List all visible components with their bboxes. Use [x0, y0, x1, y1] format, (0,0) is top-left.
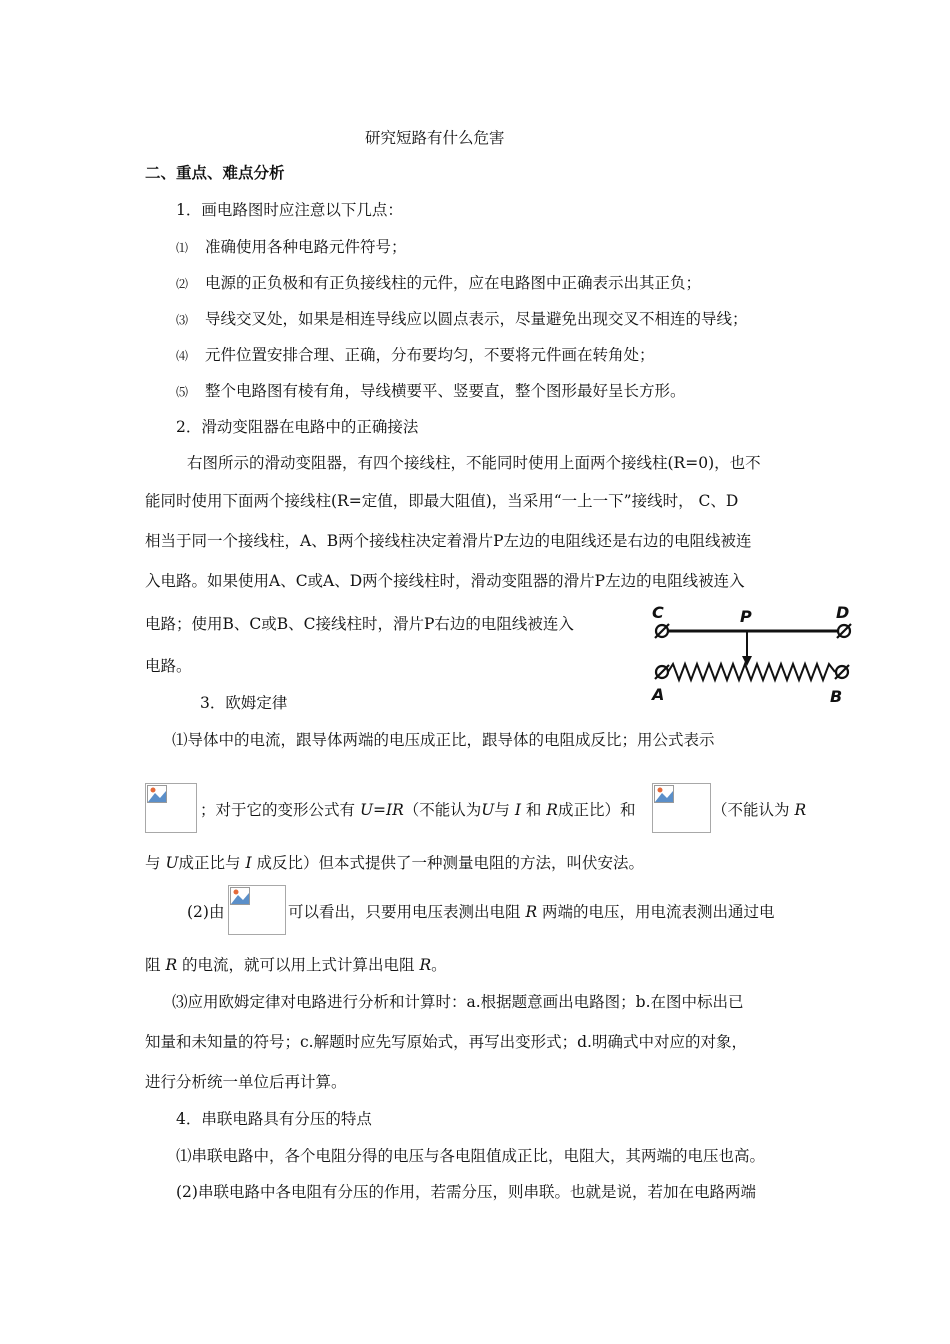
item3-p1-line2-end: [712, 800, 806, 820]
item2-line-5: 电路；使用B、C或B、C接线柱时，滑片P右边的电阻线被连入: [145, 615, 574, 633]
point-number: ⑷: [176, 349, 189, 363]
var-u: U: [165, 854, 179, 872]
terminal-d: [837, 624, 851, 638]
resistance-wire: [668, 664, 835, 680]
text-segment: 成正比与: [178, 854, 246, 872]
text-segment: （不能认为: [712, 801, 795, 819]
label-a: A: [652, 685, 665, 704]
item3-p1-line1: ⑴导体中的电流，跟导体两端的电压成正比，跟导体的电阻成反比；用公式表示: [172, 731, 715, 749]
item1-point-5: [176, 381, 685, 402]
section-heading: 二、重点、难点分析: [145, 164, 285, 182]
point-number: ⑵: [176, 277, 189, 291]
text-segment: （不能认为: [403, 801, 482, 819]
formula-image-1: [145, 783, 197, 833]
item4-line-1: ⑴串联电路中，各个电阻分得的电压与各电阻值成正比，电阻大，其两端的电压也高。: [176, 1147, 766, 1165]
formula-u-ir: U=IR: [359, 801, 404, 819]
broken-image-icon: [230, 887, 250, 905]
item3-p1-line3: [145, 853, 644, 873]
point-text: 准确使用各种电路元件符号；: [204, 238, 407, 256]
item3-p2-line1: [288, 902, 775, 922]
item1-point-2: [176, 273, 701, 294]
item3-p3-line2: 知量和未知量的符号；c.解题时应先写原始式，再写出变形式；d.明确式中对应的对象，: [145, 1033, 747, 1051]
label-c: C: [652, 603, 664, 622]
terminal-b: [835, 665, 849, 679]
terminal-a: [655, 665, 669, 679]
text-segment: 与: [494, 801, 515, 819]
point-text: 电源的正负极和有正负接线柱的元件，应在电路图中正确表示出其正负；: [204, 274, 701, 292]
item3-p3-line1: ⑶应用欧姆定律对电路进行分析和计算时：a.根据题意画出电路图；b.在图中标出已: [172, 993, 744, 1011]
var-r: R: [546, 801, 558, 819]
point-text: 导线交叉处，如果是相连导线应以圆点表示，尽量避免出现交叉不相连的导线；: [204, 310, 748, 328]
terminal-c: [655, 624, 669, 638]
text-segment: 和: [520, 801, 547, 819]
text-segment: 两端的电压，用电流表测出通过电: [537, 903, 775, 921]
text-segment: 。: [431, 956, 447, 974]
point-text: 元件位置安排合理、正确，分布要均匀，不要将元件画在转角处；: [204, 346, 655, 364]
formula-image-3: [228, 885, 286, 935]
item3-p3-line3: 进行分析统一单位后再计算。: [145, 1073, 347, 1091]
var-r: R: [525, 903, 538, 921]
point-number: ⑸: [176, 385, 189, 399]
item3-heading: 3．欧姆定律: [200, 694, 288, 712]
item3-p2-prefix: (2)由: [187, 903, 225, 921]
item2-line-4: 入电路。如果使用A、C或A、D两个接线柱时，滑动变阻器的滑片P左边的电阻线被连入: [145, 572, 745, 590]
text-segment: 与: [145, 854, 166, 872]
label-b: B: [830, 687, 843, 706]
item3-p2-line2: [145, 955, 447, 975]
point-number: ⑶: [176, 313, 189, 327]
item3-p1-line2: [200, 800, 635, 820]
item2-line-1: 右图所示的滑动变阻器，有四个接线柱，不能同时使用上面两个接线柱(R=0)，也不: [187, 454, 761, 472]
label-d: D: [836, 603, 850, 622]
text-segment: 的电流，就可以用上式计算出电阻: [177, 956, 420, 974]
var-i: I: [245, 854, 252, 872]
rheostat-diagram: [640, 600, 870, 710]
var-r: R: [794, 801, 807, 819]
item4-line-2: (2)串联电路中各电阻有分压的作用，若需分压，则串联。也就是说，若加在电路两端: [176, 1183, 756, 1201]
point-text: 整个电路图有棱有角，导线横要平、竖要直，整个图形最好呈长方形。: [204, 382, 686, 400]
var-r: R: [419, 956, 432, 974]
item1-heading: 1．画电路图时应注意以下几点：: [176, 201, 403, 219]
page-title: 研究短路有什么危害: [365, 129, 505, 147]
text-segment: 可以看出，只要用电压表测出电阻: [288, 903, 526, 921]
item2-line-6: 电路。: [145, 657, 192, 675]
item2-heading: 2．滑动变阻器在电路中的正确接法: [176, 418, 419, 436]
text-segment: ；对于它的变形公式有: [200, 801, 360, 819]
slider-arrow: [742, 656, 752, 666]
point-number: ⑴: [176, 241, 189, 255]
text-segment: 成反比）但本式提供了一种测量电阻的方法，叫伏安法。: [251, 854, 645, 872]
label-p: P: [740, 607, 752, 626]
var-r: R: [165, 956, 178, 974]
item1-point-4: [176, 345, 654, 366]
item4-heading: 4．串联电路具有分压的特点: [176, 1110, 372, 1128]
item2-line-2: 能同时使用下面两个接线柱(R=定值，即最大阻值)，当采用“一上一下”接线时， C、D: [145, 492, 739, 510]
text-segment: 成正比）和: [557, 801, 636, 819]
item2-line-3: 相当于同一个接线柱，A、B两个接线柱决定着滑片P左边的电阻线还是右边的电阻线被连: [145, 532, 752, 550]
broken-image-icon: [654, 785, 674, 803]
var-i: I: [514, 801, 521, 819]
var-u: U: [481, 801, 495, 819]
text-segment: 阻: [145, 956, 166, 974]
formula-image-2: [652, 783, 711, 833]
broken-image-icon: [147, 785, 167, 803]
item1-point-1: [176, 237, 406, 258]
item1-point-3: [176, 309, 747, 330]
